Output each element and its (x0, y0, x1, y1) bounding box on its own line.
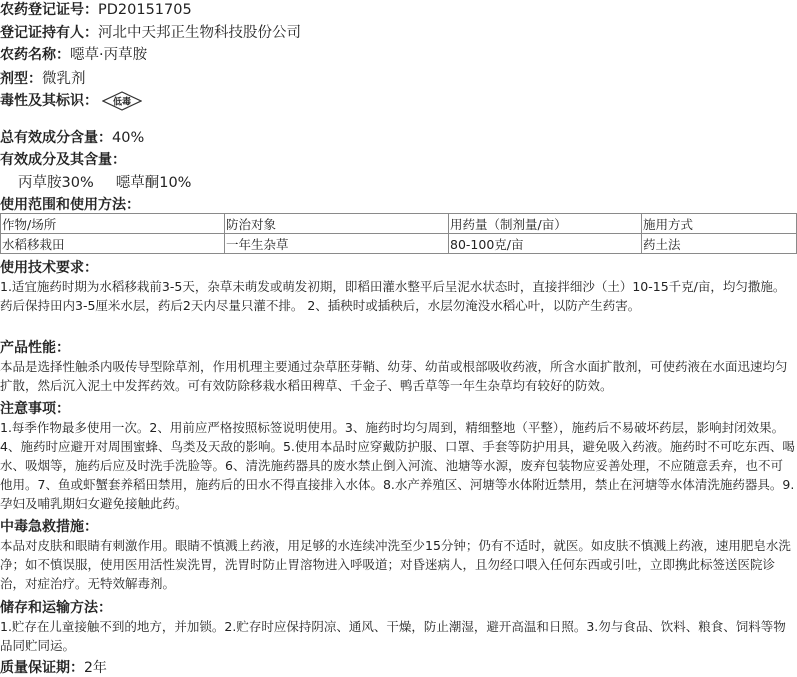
registration-holder-row (0, 21, 301, 42)
performance-section-title (0, 337, 70, 357)
pesticide-name-label: 农药名称： (0, 47, 70, 63)
registration-number-row (0, 0, 192, 19)
registration-number-label: 农药登记证号： (0, 2, 98, 18)
caution-text: 1.每季作物最多使用一次。2、用前应严格按照标签说明使用。3、施药时均匀周到，精细整地（平整），施药后不易破坏药层，影响封闭效果。4、施药时应避开对周围蜜蜂、鸟类及天敌的影响。5.使用本品时应穿戴防护服、口罩、手套等防护用具，避免吸入药液。施药时不可吃东西、喝水、吸烟等，施药后应及时洗手洗脸等。6、清洗施药器具的废水禁止倒入河流、池塘等水源，废弃包装物应妥善处理，不应随意丢弃，也不可他用。7、鱼或虾蟹套养稻田禁用，施药后的田水不得直接排入水体。8.水产养殖区、河塘等水体附近禁用，禁止在河塘等水体清洗施药器具。9.孕妇及哺乳期妇女避免接触此药。 (0, 420, 795, 511)
table-header-cell: 施用方式 (642, 214, 797, 234)
firstaid-section-title (0, 516, 98, 536)
shelf-life-value: 2年 (84, 660, 107, 676)
storage-text: 1.贮存在儿童接触不到的地方，并加锁。2.贮存时应保持阴凉、通风、干燥，防止潮湿，避开高温和日照。3.勿与食品、饮料、粮食、饲料等物品同贮同运。 (0, 619, 786, 653)
performance-title: 产品性能： (0, 340, 70, 356)
firstaid-title: 中毒急救措施： (0, 519, 98, 535)
ingredients-list (18, 171, 191, 192)
registration-holder-label: 登记证持有人： (0, 25, 98, 41)
usage-section-title (0, 194, 140, 214)
storage-title: 储存和运输方法： (0, 600, 112, 616)
table-header-row (1, 214, 797, 234)
ingredient-item: 丙草胺30% (18, 175, 94, 191)
technique-text: 1.适宜施药时期为水稻移栽前3-5天，杂草未萌发或萌发初期，即稻田灌水整平后呈泥水状态时，直接拌细沙（土）10-15千克/亩，均匀撒施。药后保持田内3-5厘米水层，药后2天内尽量只灌不排。 2、插秧时或插秧后，水层勿淹没水稻心叶，以防产生药害。 (0, 279, 786, 313)
technique-title: 使用技术要求： (0, 260, 98, 276)
table-header-cell: 用药量（制剂量/亩） (449, 214, 642, 234)
table-cell: 水稻移栽田 (1, 234, 225, 254)
total-content-row (0, 127, 144, 147)
formulation-label: 剂型： (0, 71, 42, 87)
technique-section-title (0, 257, 98, 277)
table-cell: 一年生杂草 (225, 234, 449, 254)
caution-title: 注意事项： (0, 401, 70, 417)
pesticide-name-value: 噁草·丙草胺 (70, 47, 148, 63)
ingredients-row (0, 149, 126, 169)
registration-holder-value: 河北中天邦正生物科技股份公司 (98, 25, 301, 41)
registration-number-value: PD20151705 (98, 2, 192, 18)
total-content-value: 40% (112, 130, 145, 146)
toxicity-label: 毒性及其标识： (0, 93, 98, 109)
performance-text: 本品是选择性触杀内吸传导型除草剂，作用机理主要通过杂草胚芽鞘、幼芽、幼苗或根部吸收药液，所含水面扩散剂，可使药液在水面迅速均匀扩散，然后沉入泥土中发挥药效。可有效防除移栽水稻田稗草、千金子、鸭舌草等一年生杂草均有较好的防效。 (0, 359, 788, 393)
formulation-value: 微乳剂 (42, 71, 86, 87)
toxicity-badge-text: 低毒 (112, 97, 132, 107)
shelf-life-label: 质量保证期： (0, 660, 84, 676)
total-content-label: 总有效成分含量： (0, 130, 112, 146)
ingredient-item: 噁草酮10% (115, 175, 192, 191)
shelf-life-row (0, 657, 107, 677)
formulation-row (0, 67, 86, 88)
firstaid-text: 本品对皮肤和眼睛有刺激作用。眼睛不慎溅上药液，用足够的水连续冲洗至少15分钟；仍有不适时，就医。如皮肤不慎溅上药液，速用肥皂水洗净；如不慎误服，使用医用活性炭洗胃，洗胃时防止胃溶物进入呼吸道；对昏迷病人，且勿经口喂入任何东西或引吐，立即携此标签送医院诊治，对症治疗。无特效解毒剂。 (0, 538, 791, 591)
toxicity-row (0, 90, 142, 111)
table-cell: 80-100克/亩 (449, 234, 642, 254)
ingredients-label: 有效成分及其含量： (0, 152, 126, 168)
storage-section-title (0, 597, 112, 617)
table-cell: 药土法 (642, 234, 797, 254)
caution-section-title (0, 398, 70, 418)
table-header-cell: 作物/场所 (1, 214, 225, 234)
table-row (1, 234, 797, 254)
usage-title: 使用范围和使用方法： (0, 197, 140, 213)
usage-table (0, 213, 797, 254)
pesticide-name-row (0, 43, 147, 64)
low-toxicity-badge-icon (102, 91, 142, 111)
table-header-cell: 防治对象 (225, 214, 449, 234)
